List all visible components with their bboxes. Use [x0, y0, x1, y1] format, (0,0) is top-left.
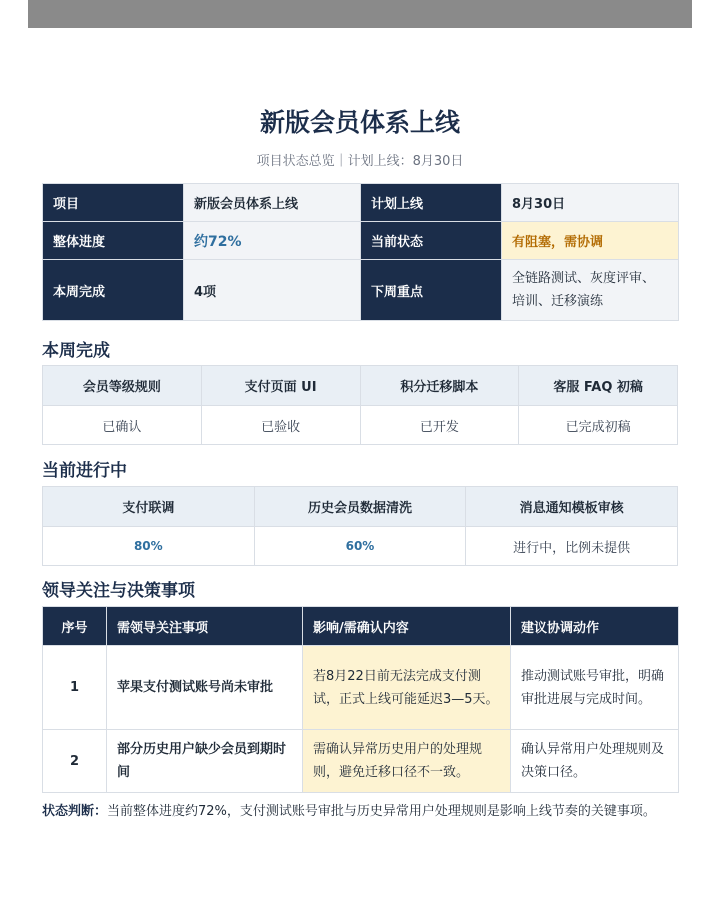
- progress-percent: 60%: [254, 527, 466, 566]
- progress-percent: 80%: [43, 527, 255, 566]
- summary-row: [43, 184, 679, 222]
- state-label: 当前状态: [361, 222, 502, 260]
- done-table: [42, 365, 678, 445]
- page-subtitle: 项目状态总览｜计划上线：8月30日: [256, 154, 464, 169]
- table-header-row: [43, 487, 678, 527]
- project-label: 项目: [43, 184, 184, 222]
- column-header: 建议协调动作: [511, 607, 679, 646]
- action-cell: 推动测试账号审批，明确审批进展与完成时间。: [511, 646, 679, 730]
- column-header: 历史会员数据清洗: [254, 487, 466, 527]
- project-value: 新版会员体系上线: [184, 184, 361, 222]
- column-header: 消息通知模板审核: [466, 487, 678, 527]
- table-cell: 已完成初稿: [519, 406, 678, 445]
- column-header: 序号: [43, 607, 107, 646]
- week-done-value: 4项: [184, 260, 361, 321]
- table-cell: 已确认: [43, 406, 202, 445]
- table-cell: 进行中，比例未提供: [466, 527, 678, 566]
- table-header-row: [43, 607, 679, 646]
- column-header: 客服 FAQ 初稿: [519, 366, 678, 406]
- launch-label: 计划上线: [361, 184, 502, 222]
- column-header: 支付页面 UI: [201, 366, 360, 406]
- status-label: 状态判断：: [42, 804, 108, 819]
- week-done-label: 本周完成: [43, 260, 184, 321]
- next-focus-value: [502, 260, 679, 321]
- summary-row: [43, 222, 679, 260]
- row-number: 1: [43, 646, 107, 730]
- state-value: 有阻塞，需协调: [502, 222, 679, 260]
- section-heading-done: 本周完成: [42, 341, 110, 361]
- summary-row: [43, 260, 679, 321]
- next-focus-label: 下周重点: [361, 260, 502, 321]
- column-header: 支付联调: [43, 487, 255, 527]
- table-row: [43, 527, 678, 566]
- column-header: 会员等级规则: [43, 366, 202, 406]
- doing-table: [42, 486, 678, 566]
- row-number: 2: [43, 730, 107, 793]
- impact-cell: 需确认异常历史用户的处理规则，避免迁移口径不一致。: [303, 730, 511, 793]
- impact-cell: 若8月22日前无法完成支付测试，正式上线可能延迟3—5天。: [303, 646, 511, 730]
- top-image-bar: [28, 0, 692, 28]
- launch-value: 8月30日: [502, 184, 679, 222]
- table-row: [43, 646, 679, 730]
- action-cell: 确认异常用户处理规则及决策口径。: [511, 730, 679, 793]
- column-header: 需领导关注事项: [107, 607, 303, 646]
- section-heading-decisions: 领导关注与决策事项: [42, 581, 195, 601]
- section-heading-doing: 当前进行中: [42, 461, 127, 481]
- decisions-table: [42, 606, 679, 793]
- summary-table: [42, 183, 679, 321]
- status-text: 当前整体进度约72%，支付测试账号审批与历史异常用户处理规则是影响上线节奏的关键事项。: [107, 804, 656, 819]
- page-title: 新版会员体系上线: [259, 108, 460, 137]
- column-header: 影响/需确认内容: [303, 607, 511, 646]
- table-header-row: [43, 366, 678, 406]
- progress-label: 整体进度: [43, 222, 184, 260]
- table-cell: 已验收: [201, 406, 360, 445]
- table-row: [43, 730, 679, 793]
- next-focus-line: 培训、迁移演练: [512, 294, 604, 309]
- status-judgement: [42, 799, 682, 824]
- next-focus-line: 全链路测试、灰度评审、: [512, 271, 656, 286]
- table-cell: 已开发: [360, 406, 519, 445]
- progress-value: 约72%: [184, 222, 361, 260]
- attention-item: 苹果支付测试账号尚未审批: [107, 646, 303, 730]
- table-row: [43, 406, 678, 445]
- column-header: 积分迁移脚本: [360, 366, 519, 406]
- attention-item: 部分历史用户缺少会员到期时间: [107, 730, 303, 793]
